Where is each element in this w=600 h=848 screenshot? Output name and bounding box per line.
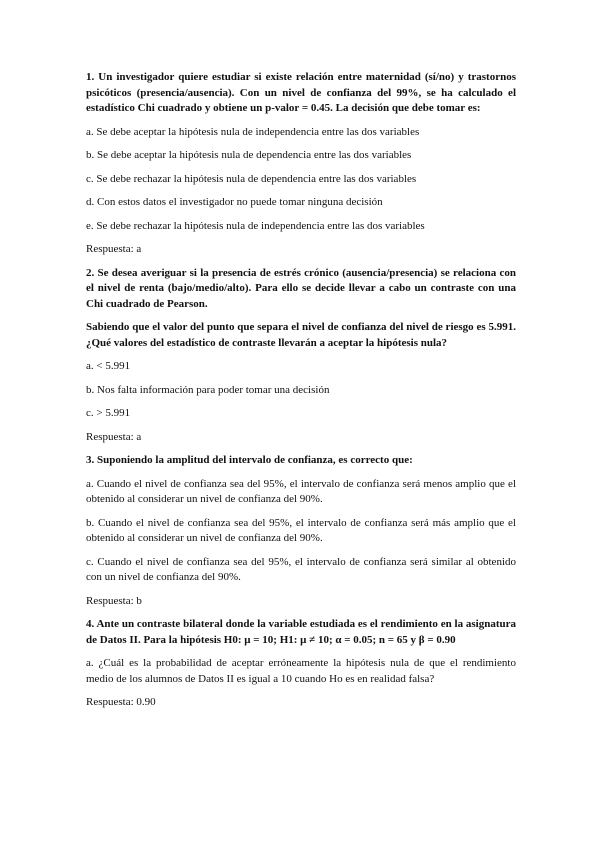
question-1: 1. Un investigador quiere estudiar si existe relación entre maternidad (sí/no) y trastornos psicóticos (presencia/ausencia). Con un nivel de confianza del 99%, se ha calculado el estadístico Chi cuadrado y obtiene un p-valor = 0.45. La decisión que debe tomar es: bbox=[86, 71, 516, 114]
q4-option-a: a. ¿Cuál es la probabilidad de aceptar erróneamente la hipótesis nula de que el rendimiento medio de los alumnos de Datos II es igual a 10 cuando Ho es en realidad falsa? bbox=[86, 657, 516, 685]
q3-option-b: b. Cuando el nivel de confianza sea del 95%, el intervalo de confianza será más amplio que el obtenido al considerar un nivel de confianza del 90%. bbox=[86, 516, 516, 544]
q3-option-c: c. Cuando el nivel de confianza sea del 95%, el intervalo de confianza será similar al obtenido con un nivel de confianza del 90%. bbox=[86, 555, 516, 583]
q3-option-a: a. Cuando el nivel de confianza sea del 95%, el intervalo de confianza será menos amplio que el obtenido al considerar un nivel de confianza del 90%. bbox=[86, 477, 516, 505]
q1-option-b: b. Se debe aceptar la hipótesis nula de dependencia entre las dos variables bbox=[86, 149, 412, 161]
question-2: 2. Se desea averiguar si la presencia de estrés crónico (ausencia/presencia) se relaciona con el nivel de renta (bajo/medio/alto). Para ello se decide llevar a cabo un contraste con una Chi cuadrado de Pearson. bbox=[86, 266, 516, 310]
q1-option-e: e. Se debe rechazar la hipótesis nula de independencia entre las dos variables bbox=[86, 219, 425, 232]
q3-answer: Respuesta: b bbox=[86, 594, 142, 607]
document-page bbox=[86, 70, 516, 719]
q1-answer: Respuesta: a bbox=[86, 243, 142, 255]
question-3: 3. Suponiendo la amplitud del intervalo de confianza, es correcto que: bbox=[86, 454, 413, 466]
q2-option-a: a. < 5.991 bbox=[86, 360, 131, 372]
question-2-part-2: Sabiendo que el valor del punto que separa el nivel de confianza del nivel de riesgo es 5.991. ¿Qué valores del estadístico de contraste llevarán a aceptar la hipótesis nula? bbox=[86, 321, 516, 349]
q1-option-d: d. Con estos datos el investigador no puede tomar ninguna decisión bbox=[86, 196, 383, 208]
q2-answer: Respuesta: a bbox=[86, 430, 142, 443]
q4-answer: Respuesta: 0.90 bbox=[86, 696, 156, 708]
q2-option-c: c. > 5.991 bbox=[86, 407, 131, 419]
q2-option-b: b. Nos falta información para poder tomar una decisión bbox=[86, 383, 330, 396]
question-4: 4. Ante un contraste bilateral donde la variable estudiada es el rendimiento en la asignatura de Datos II. Para la hipótesis H0: μ = 10; H1: μ ≠ 10; α = 0.05; n = 65 y β = 0.90 bbox=[86, 618, 516, 646]
q1-option-a: a. Se debe aceptar la hipótesis nula de independencia entre las dos variables bbox=[86, 125, 420, 138]
q1-option-c: c. Se debe rechazar la hipótesis nula de dependencia entre las dos variables bbox=[86, 172, 417, 185]
